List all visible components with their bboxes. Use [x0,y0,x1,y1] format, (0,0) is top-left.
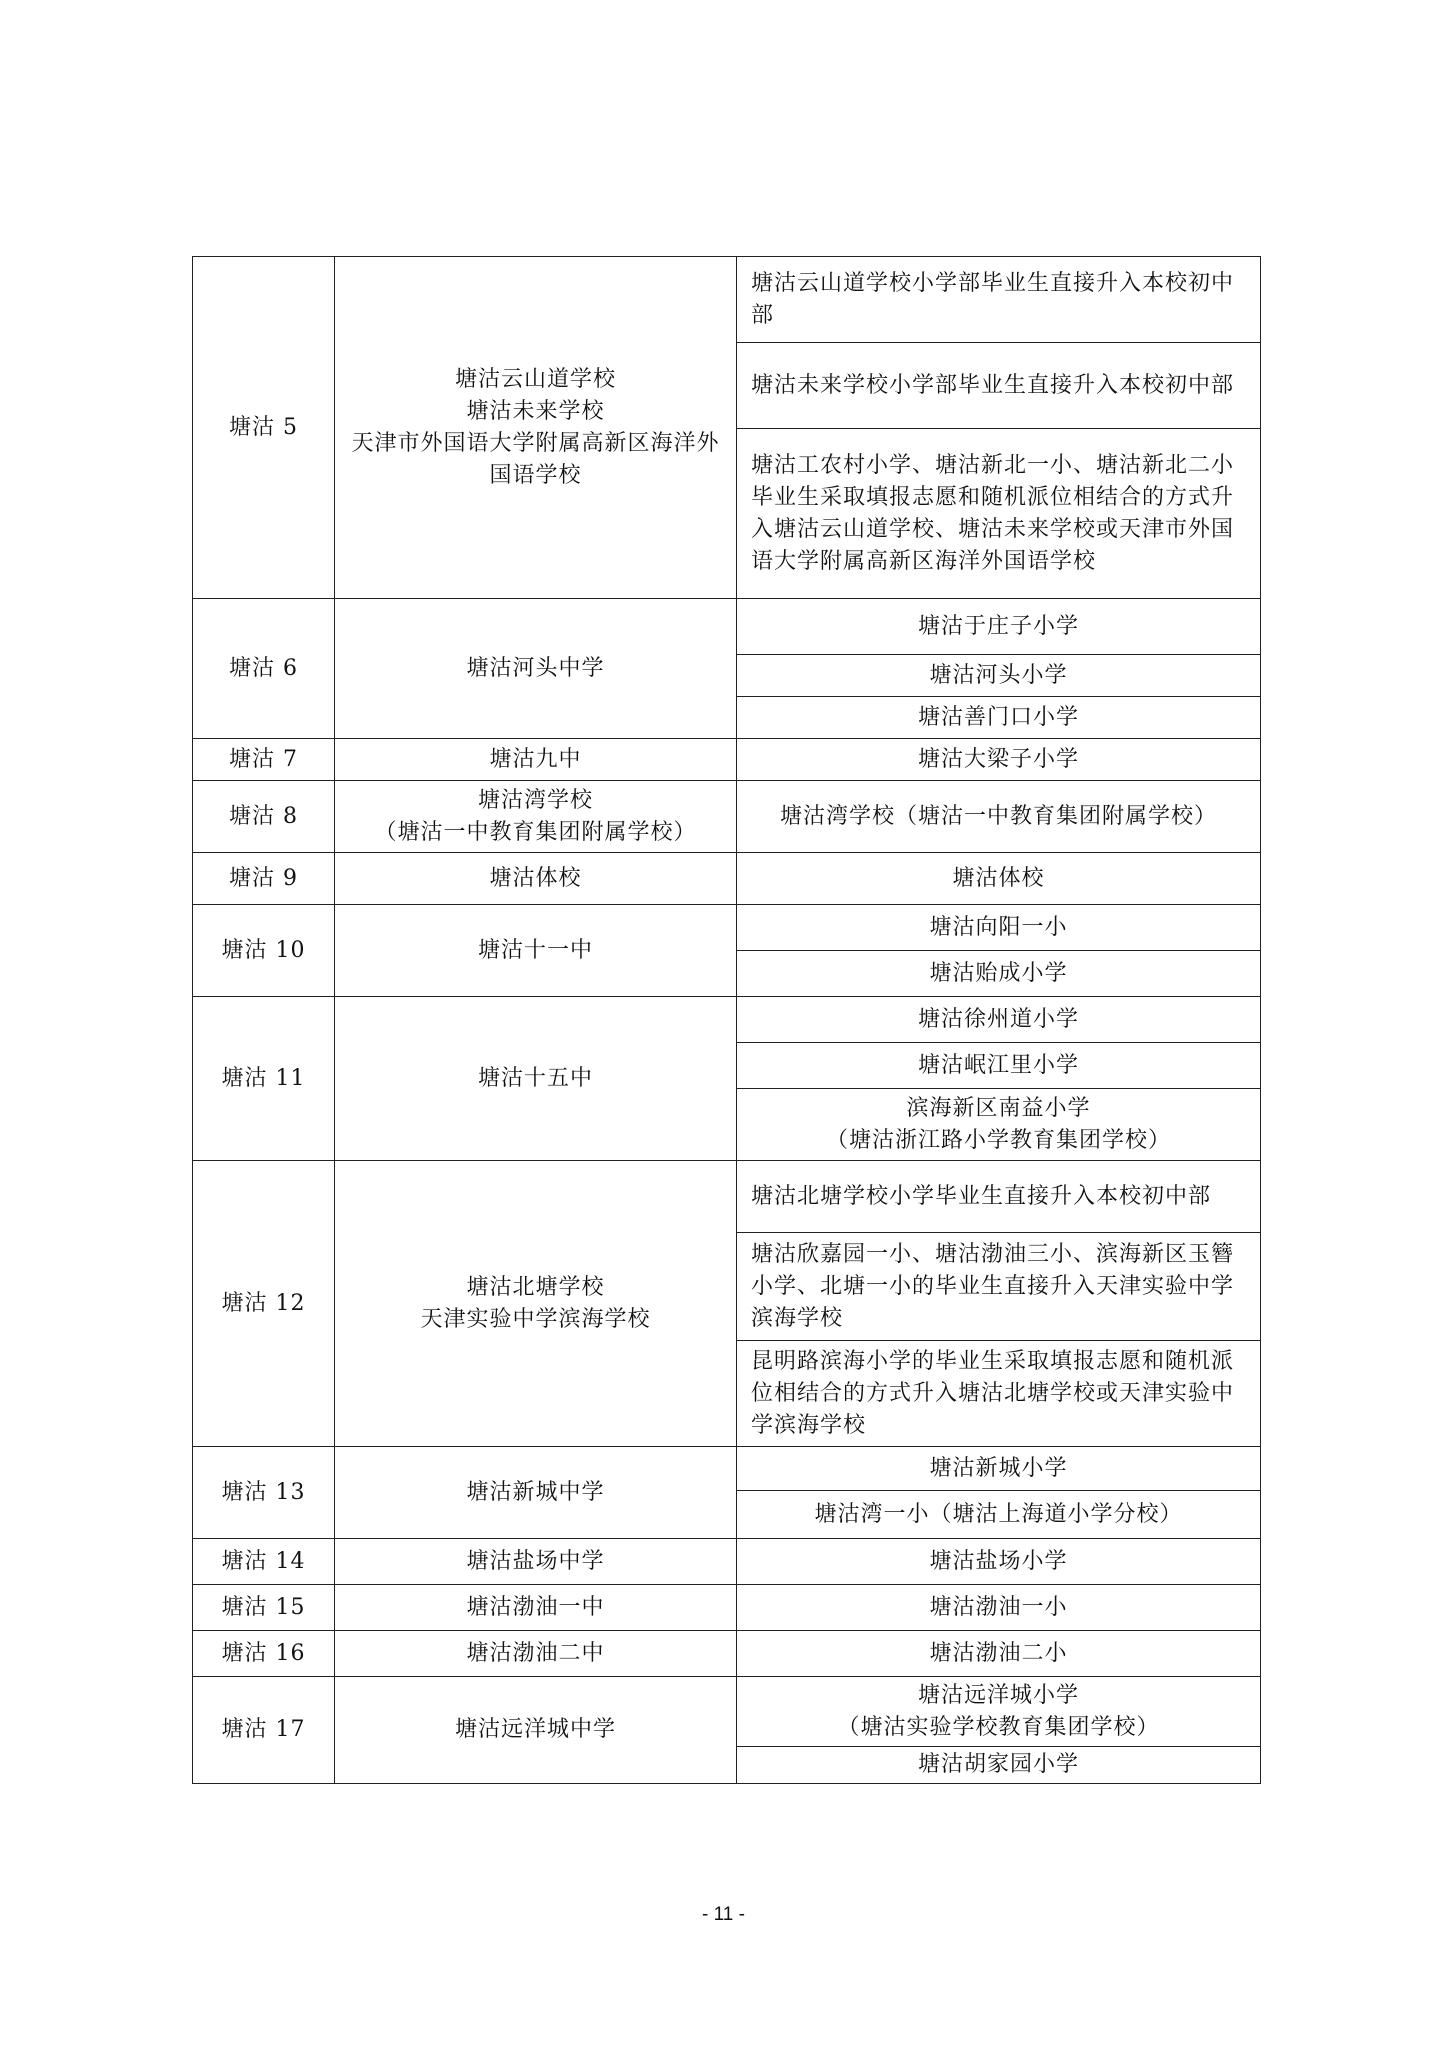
table-row [193,997,1261,1043]
primary-school-cell: 昆明路滨海小学的毕业生采取填报志愿和随机派位相结合的方式升入塘沽北塘学校或天津实验中学滨海学校 [737,1341,1261,1447]
middle-school-cell: 塘沽九中 [335,739,737,781]
middle-school-cell: 塘沽云山道学校 塘沽未来学校 天津市外国语大学附属高新区海洋外国语学校 [335,257,737,599]
primary-school-cell: 塘沽渤油一小 [737,1585,1261,1631]
table-row [193,1539,1261,1585]
middle-school-cell: 塘沽新城中学 [335,1447,737,1539]
middle-school-cell: 塘沽渤油一中 [335,1585,737,1631]
middle-school-cell: 塘沽盐场中学 [335,1539,737,1585]
middle-school-cell: 塘沽渤油二中 [335,1631,737,1677]
primary-school-cell: 塘沽云山道学校小学部毕业生直接升入本校初中部 [737,257,1261,343]
table-row [193,853,1261,905]
primary-school-cell: 塘沽胡家园小学 [737,1747,1261,1784]
primary-school-cell: 塘沽北塘学校小学毕业生直接升入本校初中部 [737,1161,1261,1233]
primary-school-cell: 塘沽远洋城小学 （塘沽实验学校教育集团学校） [737,1677,1261,1747]
primary-school-cell: 塘沽湾学校（塘沽一中教育集团附属学校） [737,781,1261,853]
middle-school-cell: 塘沽北塘学校 天津实验中学滨海学校 [335,1161,737,1447]
middle-school-cell: 塘沽河头中学 [335,599,737,739]
primary-school-cell: 塘沽盐场小学 [737,1539,1261,1585]
table-row [193,739,1261,781]
district-cell: 塘沽 9 [193,853,335,905]
district-cell: 塘沽 5 [193,257,335,599]
district-cell: 塘沽 7 [193,739,335,781]
table-row [193,1585,1261,1631]
table-row [193,905,1261,951]
primary-school-cell: 塘沽新城小学 [737,1447,1261,1491]
table-row [193,1631,1261,1677]
middle-school-cell: 塘沽湾学校 （塘沽一中教育集团附属学校） [335,781,737,853]
primary-school-cell: 滨海新区南益小学 （塘沽浙江路小学教育集团学校） [737,1089,1261,1161]
page-number: - 11 - [702,1904,745,1925]
middle-school-cell: 塘沽远洋城中学 [335,1677,737,1784]
primary-school-cell: 塘沽向阳一小 [737,905,1261,951]
district-cell: 塘沽 14 [193,1539,335,1585]
district-cell: 塘沽 13 [193,1447,335,1539]
middle-school-cell: 塘沽十一中 [335,905,737,997]
primary-school-cell: 塘沽善门口小学 [737,697,1261,739]
district-cell: 塘沽 15 [193,1585,335,1631]
primary-school-cell: 塘沽体校 [737,853,1261,905]
primary-school-cell: 塘沽工农村小学、塘沽新北一小、塘沽新北二小毕业生采取填报志愿和随机派位相结合的方式升入塘沽云山道学校、塘沽未来学校或天津市外国语大学附属高新区海洋外国语学校 [737,429,1261,599]
table-row [193,1677,1261,1747]
primary-school-cell: 塘沽于庄子小学 [737,599,1261,655]
primary-school-cell: 塘沽徐州道小学 [737,997,1261,1043]
district-cell: 塘沽 16 [193,1631,335,1677]
primary-school-cell: 塘沽河头小学 [737,655,1261,697]
middle-school-cell: 塘沽十五中 [335,997,737,1161]
table-row [193,257,1261,343]
middle-school-cell: 塘沽体校 [335,853,737,905]
table-row [193,599,1261,655]
district-cell: 塘沽 17 [193,1677,335,1784]
table-body [193,257,1261,1784]
district-cell: 塘沽 11 [193,997,335,1161]
table-row [193,1161,1261,1233]
primary-school-cell: 塘沽大梁子小学 [737,739,1261,781]
district-cell: 塘沽 12 [193,1161,335,1447]
primary-school-cell: 塘沽未来学校小学部毕业生直接升入本校初中部 [737,343,1261,429]
primary-school-cell: 塘沽贻成小学 [737,951,1261,997]
primary-school-cell: 塘沽欣嘉园一小、塘沽渤油三小、滨海新区玉簪小学、北塘一小的毕业生直接升入天津实验中学滨海学校 [737,1233,1261,1341]
school-assignment-table [192,256,1261,1784]
table-row [193,1447,1261,1491]
primary-school-cell: 塘沽湾一小（塘沽上海道小学分校） [737,1491,1261,1539]
district-cell: 塘沽 8 [193,781,335,853]
primary-school-cell: 塘沽岷江里小学 [737,1043,1261,1089]
primary-school-cell: 塘沽渤油二小 [737,1631,1261,1677]
table-row [193,781,1261,853]
district-cell: 塘沽 6 [193,599,335,739]
district-cell: 塘沽 10 [193,905,335,997]
